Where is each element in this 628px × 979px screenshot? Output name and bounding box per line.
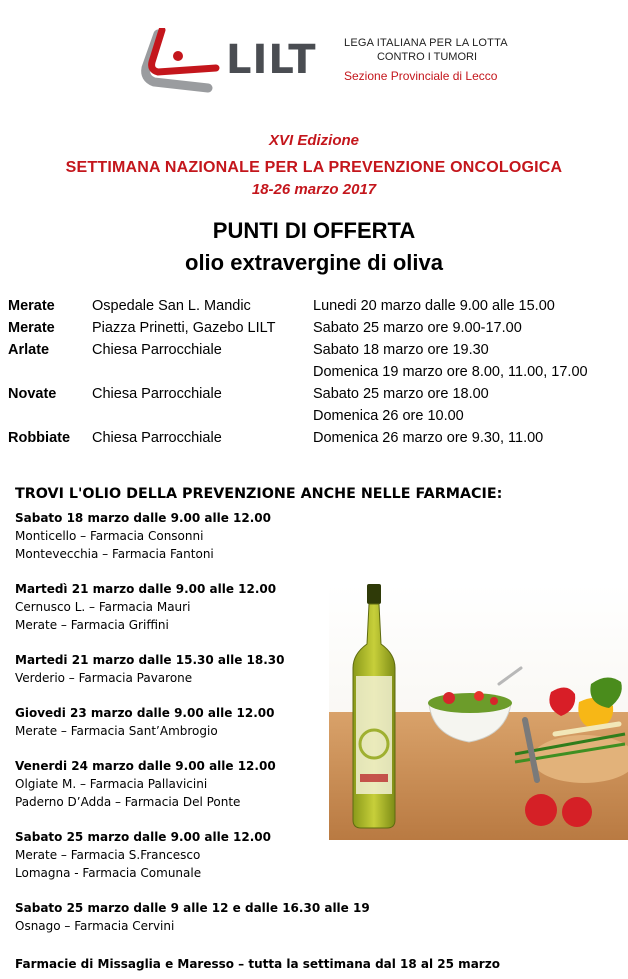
pharmacy-date: Sabato 25 marzo dalle 9 alle 12 e dalle 16.30 alle 19 xyxy=(15,901,370,915)
pharmacy-group xyxy=(15,899,615,935)
point-place: Chiesa Parrocchiale xyxy=(92,430,222,446)
pharmacy-item: Merate – Farmacia Griffini xyxy=(15,618,169,632)
pharmacy-item: Merate – Farmacia Sant’Ambrogio xyxy=(15,724,218,738)
pharmacy-item: Cernusco L. – Farmacia Mauri xyxy=(15,600,191,614)
pharmacy-date: Martedi 21 marzo dalle 15.30 alle 18.30 xyxy=(15,653,285,667)
point-town: Arlate xyxy=(8,342,50,358)
pharmacy-group xyxy=(15,509,615,563)
pharmacy-date: Sabato 18 marzo dalle 9.00 alle 12.00 xyxy=(15,511,272,525)
pharmacy-item: Montevecchia – Farmacia Fantoni xyxy=(15,547,214,561)
org-name-line2: CONTRO I TUMORI xyxy=(376,51,477,63)
pharmacy-date: Venerdi 24 marzo dalle 9.00 alle 12.00 xyxy=(15,759,276,773)
point-town: Novate xyxy=(8,386,57,402)
lilt-logo-icon xyxy=(138,28,222,94)
offer-subtitle: olio extravergine di oliva xyxy=(185,250,443,275)
offer-points-table xyxy=(8,298,624,452)
pharmacy-item: Lomagna - Farmacia Comunale xyxy=(15,866,202,880)
pharmacy-item: Monticello – Farmacia Consonni xyxy=(15,529,204,543)
offer-point-row xyxy=(8,298,624,320)
offer-point-row xyxy=(8,320,624,342)
pharmacy-date: Sabato 25 marzo dalle 9.00 alle 12.00 xyxy=(15,830,272,844)
logo-wordmark: LILT xyxy=(226,37,317,83)
point-town: Robbiate xyxy=(8,430,71,446)
org-section: Sezione Provinciale di Lecco xyxy=(344,69,498,83)
point-town: Merate xyxy=(8,320,55,336)
point-time: Sabato 25 marzo ore 18.00 xyxy=(313,386,489,402)
point-town: Merate xyxy=(8,298,55,314)
point-place: Chiesa Parrocchiale xyxy=(92,386,222,402)
point-place: Ospedale San L. Mandic xyxy=(92,298,251,314)
point-time: Domenica 19 marzo ore 8.00, 11.00, 17.00 xyxy=(313,364,588,380)
offer-title: PUNTI DI OFFERTA xyxy=(212,218,416,243)
point-time: Domenica 26 marzo ore 9.30, 11.00 xyxy=(313,430,544,446)
point-time: Lunedi 20 marzo dalle 9.00 alle 15.00 xyxy=(313,298,555,314)
event-dates: 18-26 marzo 2017 xyxy=(251,181,377,198)
pharmacy-item: Olgiate M. – Farmacia Pallavicini xyxy=(15,777,208,791)
point-time: Domenica 26 ore 10.00 xyxy=(313,408,464,424)
edition-label: XVI Edizione xyxy=(268,132,359,149)
pharmacy-item: Merate – Farmacia S.Francesco xyxy=(15,848,201,862)
pharmacy-item: Verderio – Farmacia Pavarone xyxy=(15,671,193,685)
event-title: SETTIMANA NAZIONALE PER LA PREVENZIONE ONCOLOGICA xyxy=(65,159,563,176)
point-place: Chiesa Parrocchiale xyxy=(92,342,222,358)
lilt-header xyxy=(138,26,538,96)
pharmacies-final-note: Farmacie di Missaglia e Maresso – tutta la settimana dal 18 al 25 marzo xyxy=(15,957,500,971)
point-place: Piazza Prinetti, Gazebo LILT xyxy=(92,320,276,336)
pharmacy-date: Giovedi 23 marzo dalle 9.00 alle 12.00 xyxy=(15,706,275,720)
offer-point-row xyxy=(8,342,624,386)
pharmacy-item: Osnago – Farmacia Cervini xyxy=(15,919,175,933)
pharmacy-item: Paderno D’Adda – Farmacia Del Ponte xyxy=(15,795,241,809)
offer-point-row xyxy=(8,430,624,452)
olive-oil-illustration xyxy=(329,584,628,840)
point-time: Sabato 25 marzo ore 9.00-17.00 xyxy=(313,320,522,336)
pharmacies-heading: TROVI L'OLIO DELLA PREVENZIONE ANCHE NELLE FARMACIE: xyxy=(15,486,503,502)
point-time: Sabato 18 marzo ore 19.30 xyxy=(313,342,489,358)
offer-point-row xyxy=(8,386,624,430)
pharmacy-date: Martedì 21 marzo dalle 9.00 alle 12.00 xyxy=(15,582,277,596)
org-name-line1: LEGA ITALIANA PER LA LOTTA xyxy=(344,37,508,49)
